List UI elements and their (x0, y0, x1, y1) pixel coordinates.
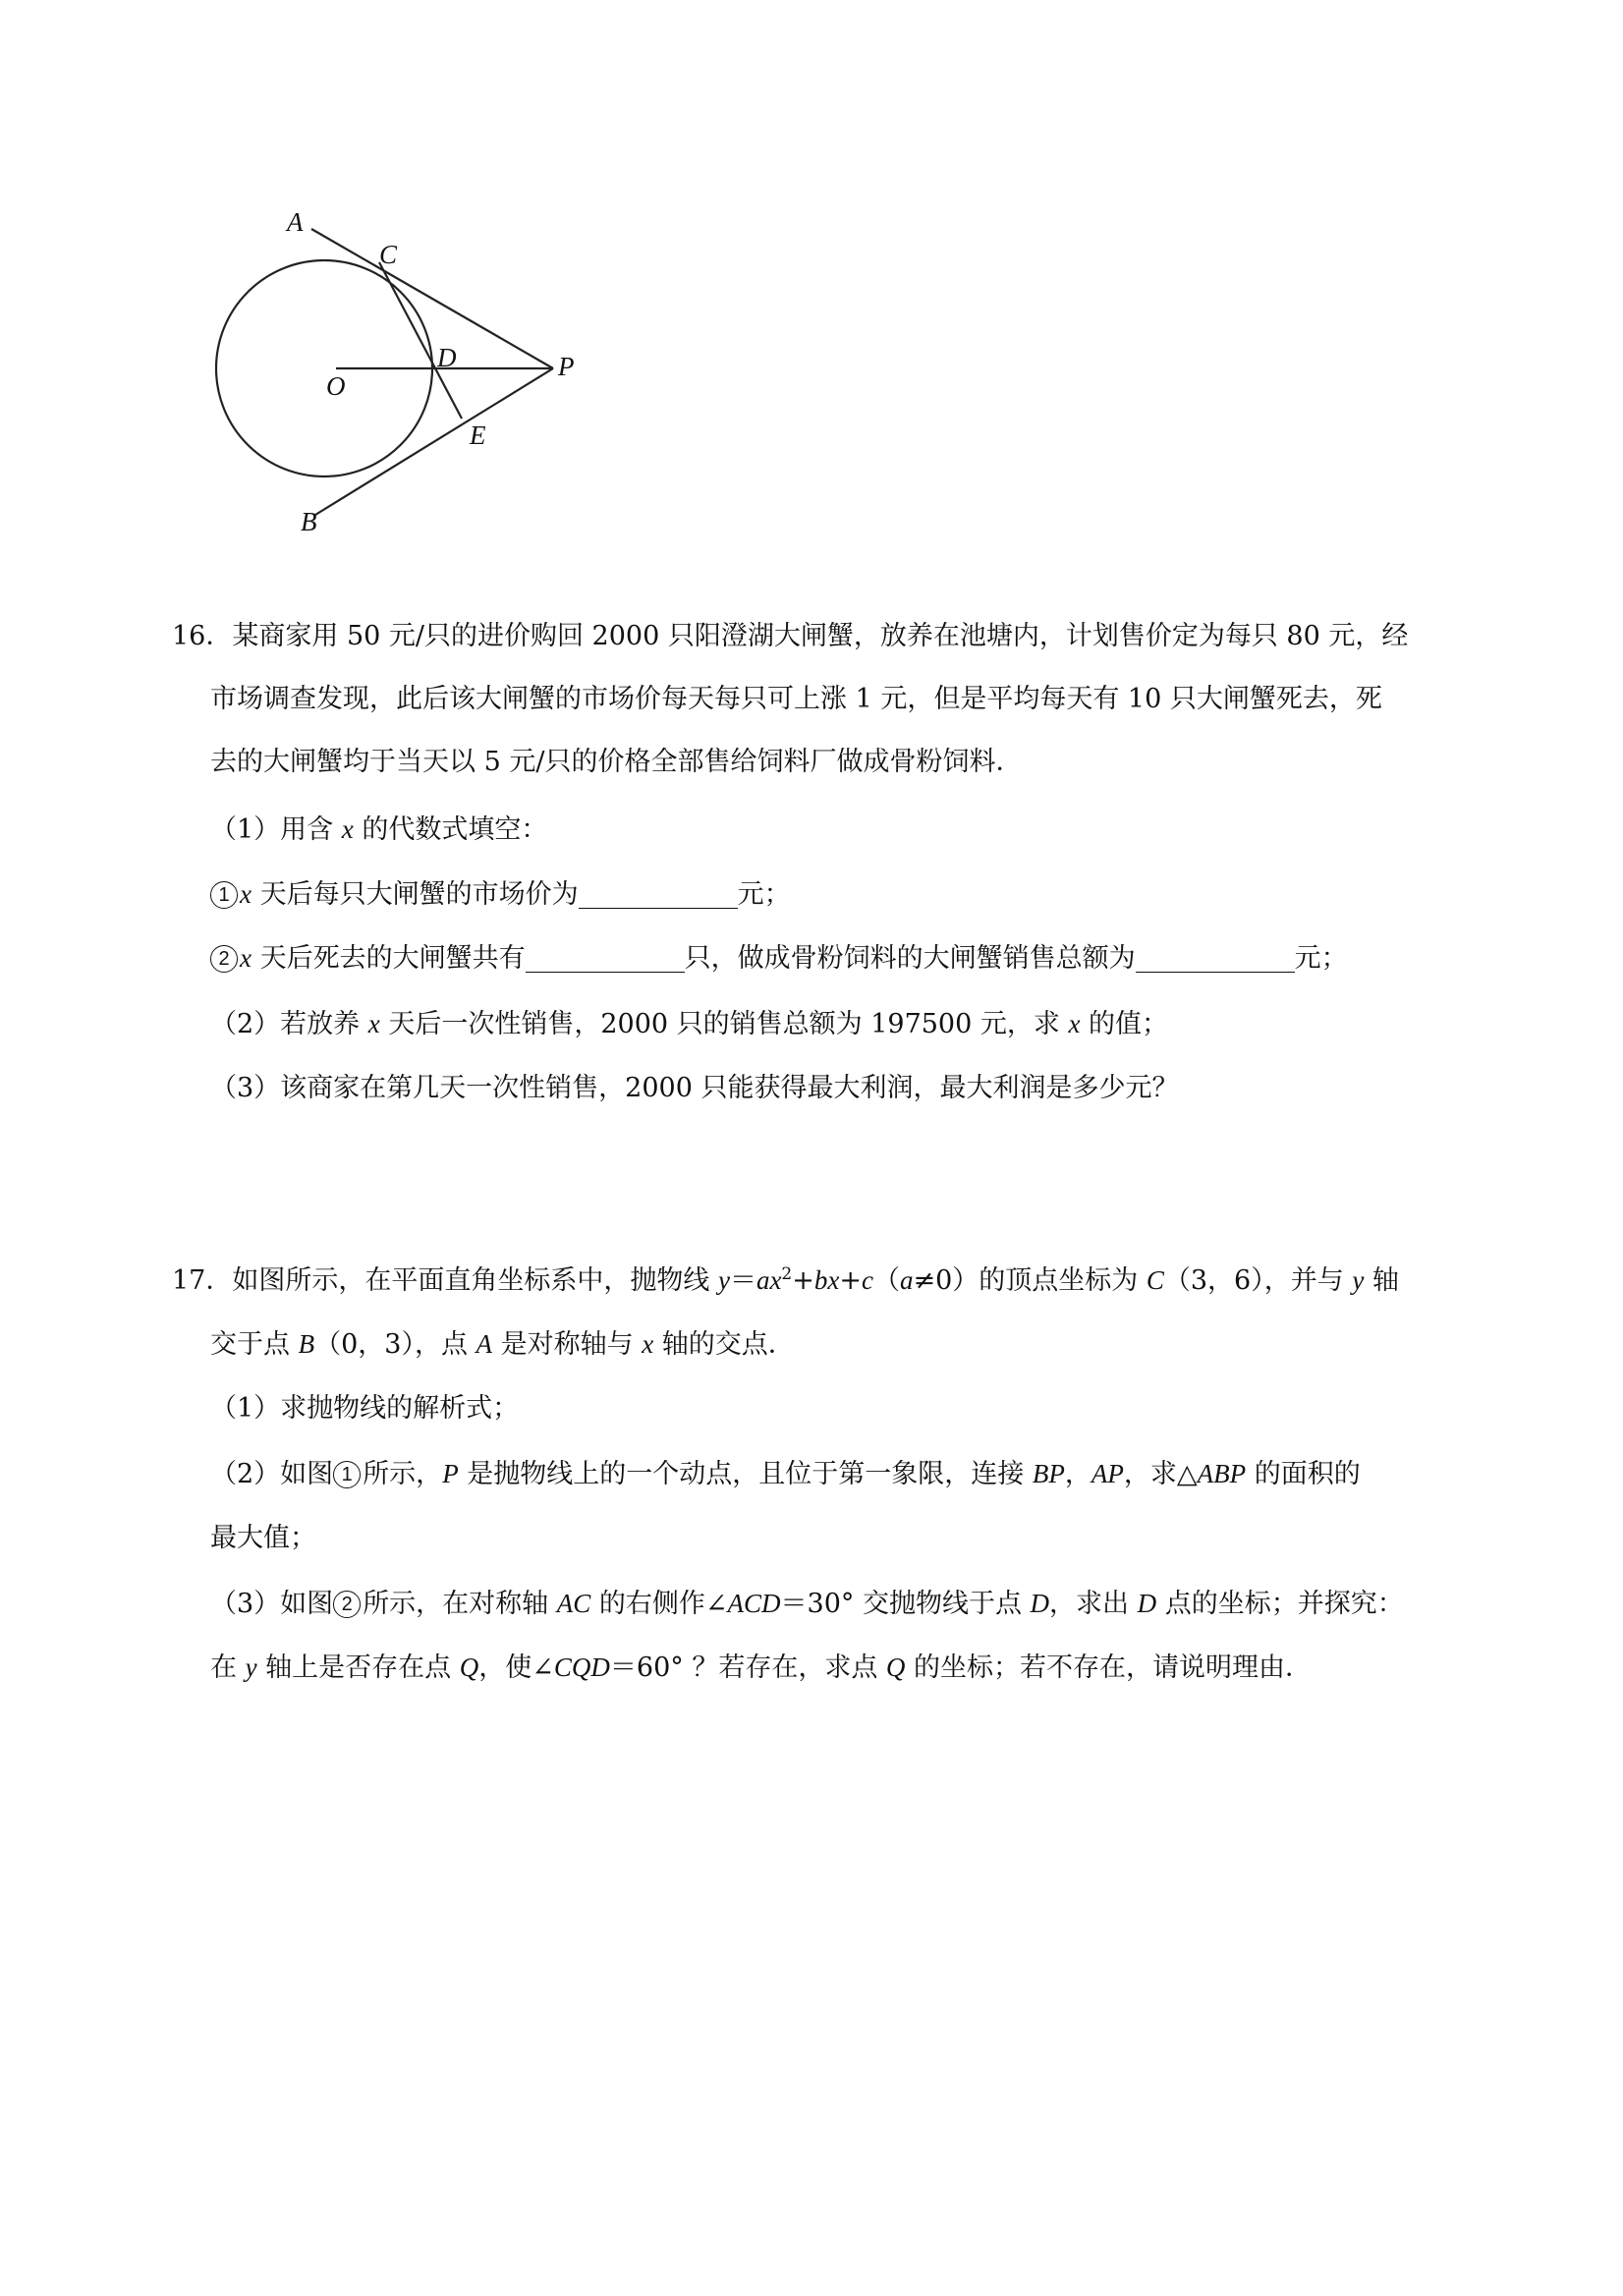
q16-part-1-text: （1）用含 (210, 814, 342, 845)
eq-plus: + (792, 1265, 814, 1296)
q17-part-3-line-2 (210, 1648, 1312, 1688)
q16-line-3: 去的大闸蟹均于当天以 5 元/只的价格全部售给饲料厂做成骨粉饲料． (210, 747, 1023, 777)
q17-text: ，使∠ (478, 1652, 554, 1683)
label-c: C (379, 240, 398, 269)
eq-plus: + (839, 1265, 862, 1296)
q17-text: 点的坐标；并探究： (1156, 1589, 1404, 1619)
tangent-line-b (315, 368, 553, 515)
label-p: P (558, 352, 575, 381)
eq-equals: ＝ (729, 1265, 756, 1296)
q17-text: 如图所示，在平面直角坐标系中，抛物线 (232, 1265, 718, 1296)
segment-ap: AP (1091, 1459, 1124, 1488)
q16-sub-1 (210, 874, 791, 915)
triangle-abp: ABP (1197, 1459, 1247, 1488)
var-a: a (899, 1265, 914, 1295)
q17-part-3 (210, 1584, 1404, 1624)
point-p: P (442, 1459, 459, 1488)
point-d: D (1137, 1589, 1157, 1618)
q17-line-1 (172, 1260, 1399, 1301)
point-a: A (476, 1329, 493, 1359)
q17-text: ≠0）的顶点坐标为 (913, 1265, 1147, 1296)
var-x: x (642, 1329, 654, 1359)
point-b: B (298, 1329, 315, 1359)
segment-bp: BP (1032, 1459, 1065, 1488)
point-q: Q (885, 1652, 906, 1682)
circled-number-2: 2 (333, 1591, 361, 1618)
q16-sub-2-unit: 元； (1294, 943, 1348, 974)
q16-sub-2-text: 天后死去的大闸蟹共有 (251, 943, 526, 974)
answer-blank[interactable] (526, 942, 685, 973)
q16-sub-1-unit: 元； (737, 879, 791, 910)
circle-tangent-diagram (196, 192, 609, 545)
q17-part-1: （1）求抛物线的解析式； (210, 1393, 520, 1424)
q16-part-2-text-3: 的值； (1080, 1009, 1169, 1039)
q17-text: 轴的交点． (653, 1329, 795, 1360)
q17-text: （3，6），并与 (1163, 1265, 1353, 1296)
q17-text: （2）如图 (210, 1459, 334, 1489)
angle-cqd: CQD (553, 1652, 610, 1682)
q17-text: ＝30° 交抛物线于点 (780, 1589, 1031, 1619)
q17-line-2 (210, 1324, 795, 1365)
eq-exponent: 2 (781, 1264, 793, 1284)
q17-text: 的右侧作∠ (590, 1589, 728, 1619)
q17-text: 所示， (363, 1459, 443, 1489)
q17-text: ， (1064, 1459, 1091, 1489)
angle-acd: ACD (727, 1589, 781, 1618)
q17-text: ，求△ (1123, 1459, 1198, 1489)
answer-blank[interactable] (579, 878, 738, 909)
q16-part-2-text: （2）若放养 (210, 1009, 368, 1039)
q17-text: 轴上是否存在点 (256, 1652, 460, 1683)
q17-text: 的坐标；若不存在，请说明理由． (905, 1652, 1313, 1683)
var-x: x (240, 879, 252, 909)
eq-c: c (861, 1265, 873, 1295)
q17-text: （0，3），点 (314, 1329, 476, 1360)
q16-sub-1-text: 天后每只大闸蟹的市场价为 (251, 879, 579, 910)
q17-text: ＝60° ？若存在，求点 (609, 1652, 886, 1683)
q17-part-2 (210, 1454, 1361, 1494)
label-b: B (301, 507, 317, 536)
q17-number: 17． (172, 1265, 233, 1296)
q17-text: 轴 (1364, 1265, 1399, 1296)
q17-text: 交于点 (210, 1329, 299, 1360)
q17-text: ，求出 (1049, 1589, 1138, 1619)
q16-sub-2 (210, 938, 1348, 979)
eq-bx: bx (813, 1265, 840, 1295)
var-x: x (341, 814, 354, 844)
q17-text: （ (872, 1265, 900, 1296)
q16-part-2 (210, 1004, 1168, 1044)
point-q: Q (459, 1652, 479, 1682)
eq-ax: ax (756, 1265, 782, 1295)
label-a: A (287, 207, 304, 237)
q16-part-3: （3）该商家在第几天一次性销售，2000 只能获得最大利润，最大利润是多少元？ (210, 1073, 1179, 1103)
eq-y: y (717, 1265, 730, 1295)
var-x: x (240, 943, 252, 973)
var-x: x (1068, 1009, 1081, 1038)
q17-text: 是抛物线上的一个动点，且位于第一象限，连接 (458, 1459, 1033, 1489)
point-d: D (1030, 1589, 1050, 1618)
q16-sub-2-text-2: 只，做成骨粉饲料的大闸蟹销售总额为 (684, 943, 1136, 974)
q16-line-1 (172, 617, 1408, 656)
q16-part-1-text-end: 的代数式填空： (353, 814, 548, 845)
var-x: x (367, 1009, 380, 1038)
var-y: y (1352, 1265, 1365, 1295)
q16-part-2-text-2: 天后一次性销售，2000 只的销售总额为 197500 元，求 (379, 1009, 1069, 1039)
q17-part-2-line-2: 最大值； (210, 1523, 316, 1553)
circled-number-2: 2 (210, 945, 238, 973)
label-o: O (326, 371, 346, 401)
q16-part-1 (210, 810, 547, 850)
circled-number-1: 1 (333, 1461, 361, 1488)
label-e: E (470, 420, 486, 450)
q16-text-1: 某商家用 50 元/只的进价购回 2000 只阳澄湖大闸蟹，放养在池塘内，计划售价定为每只 80 元，经 (232, 621, 1409, 651)
q17-text: （3）如图 (210, 1589, 334, 1619)
geometry-figure (196, 192, 609, 545)
segment-ac: AC (556, 1589, 591, 1618)
q17-text: 在 (210, 1652, 246, 1683)
q17-text: 是对称轴与 (492, 1329, 643, 1360)
circled-number-1: 1 (210, 881, 238, 909)
label-d: D (437, 343, 457, 372)
q16-line-2: 市场调查发现，此后该大闸蟹的市场价每天每只可上涨 1 元，但是平均每天有 10 只大闸蟹死去，死 (210, 684, 1382, 714)
segment-ce (379, 262, 462, 419)
answer-blank[interactable] (1136, 942, 1295, 973)
q17-text: 的面积的 (1246, 1459, 1361, 1489)
point-c: C (1146, 1265, 1164, 1295)
tangent-line-a (311, 229, 553, 368)
q17-text: 所示，在对称轴 (363, 1589, 557, 1619)
var-y: y (245, 1652, 257, 1682)
q16-number: 16． (172, 621, 233, 651)
